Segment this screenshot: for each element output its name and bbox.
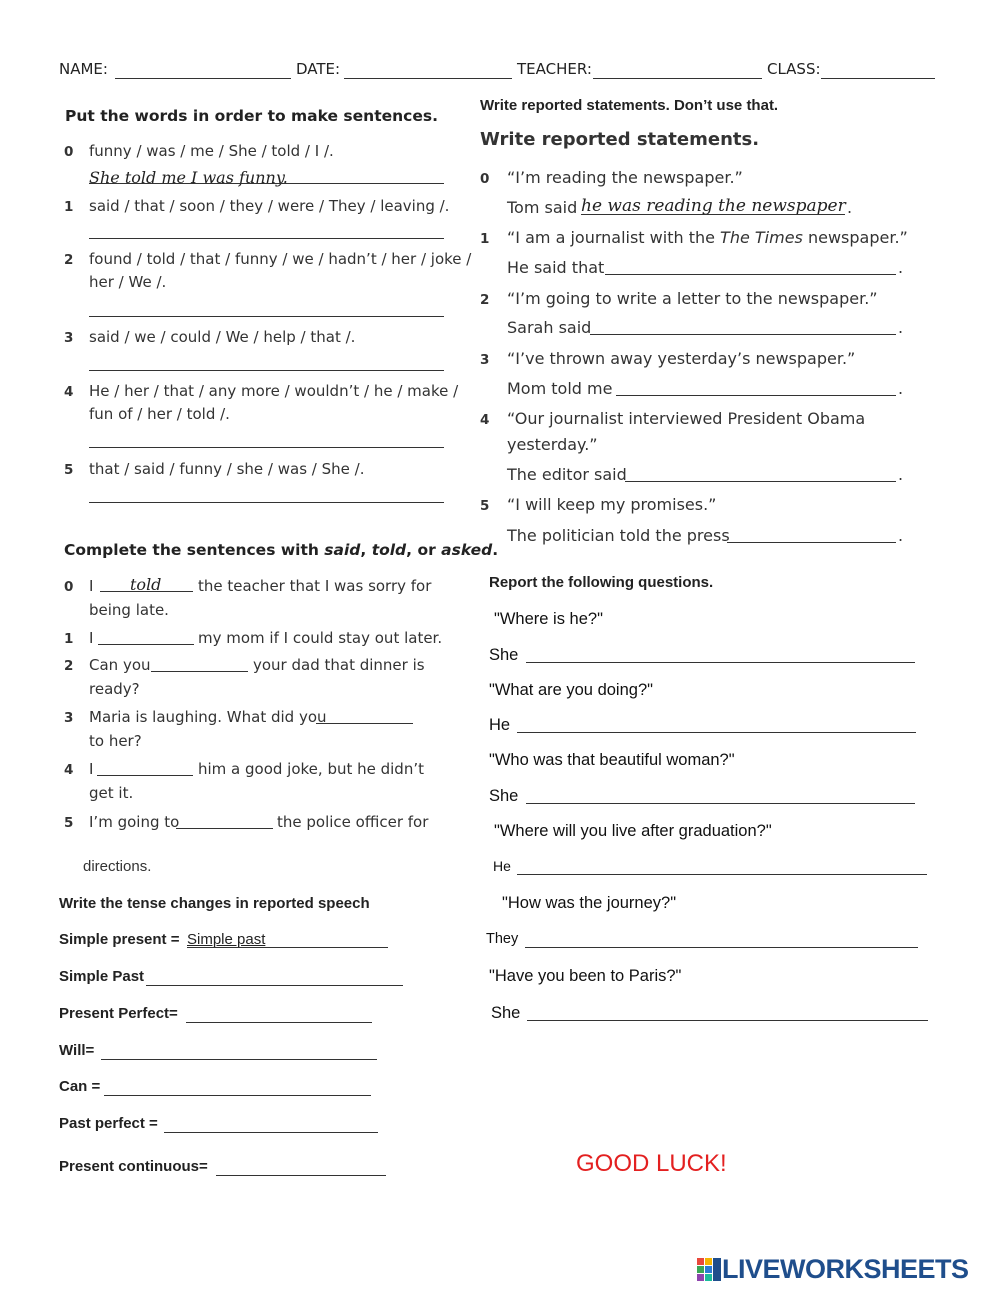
question-lead: He <box>493 858 511 874</box>
complete-answer-input[interactable] <box>98 628 194 645</box>
tense-answer-input[interactable] <box>146 969 403 986</box>
tense-answer-input[interactable] <box>101 1043 377 1060</box>
reported-section-title: Write reported statements. <box>480 129 760 150</box>
complete-item-post: my mom if I could stay out later. <box>198 629 443 647</box>
tense-label: Past perfect = <box>59 1115 158 1132</box>
complete-item-post: the police officer for <box>277 813 429 831</box>
teacher-input[interactable] <box>593 62 762 79</box>
question-lead: She <box>491 1004 521 1022</box>
answer-line <box>187 947 388 948</box>
liveworksheets-logo-text: LIVEWORKSHEETS <box>722 1254 969 1284</box>
order-answer-input[interactable] <box>89 300 444 317</box>
reported-lead: He said that <box>507 258 605 277</box>
answer-line <box>581 214 845 215</box>
reported-instruction: Write reported statements. Don’t use that. <box>480 97 779 114</box>
reported-lead: Tom said <box>507 198 578 217</box>
order-item-number: 1 <box>64 199 74 215</box>
complete-item-pre: Maria is laughing. What did you <box>89 708 327 726</box>
period: . <box>898 258 904 277</box>
order-item-words: He / her / that / any more / wouldn’t / he / make / <box>89 382 459 400</box>
complete-item-number: 0 <box>64 579 74 595</box>
complete-item-post: him a good joke, but he didn’t <box>198 760 424 778</box>
question-lead: He <box>489 716 511 734</box>
order-item-number: 2 <box>64 252 74 268</box>
complete-answer-input[interactable] <box>151 655 248 672</box>
complete-item-pre: I’m going to <box>89 813 180 831</box>
question-quote: "Where is he?" <box>494 610 603 628</box>
tense-label: Present Perfect= <box>59 1005 178 1022</box>
complete-item-post: your dad that dinner is <box>253 656 425 674</box>
complete-item-number: 1 <box>64 631 74 647</box>
tense-section-title: Write the tense changes in reported speech <box>59 895 370 912</box>
reported-lead: Mom told me <box>507 379 613 398</box>
complete-item-cont: ready? <box>89 680 140 698</box>
tense-label: Simple Past <box>59 968 145 985</box>
complete-item-pre: I <box>89 760 94 778</box>
question-answer-input[interactable] <box>526 646 915 663</box>
reported-lead: The editor said <box>507 465 627 484</box>
period: . <box>898 379 904 398</box>
order-item-words-cont: fun of / her / told /. <box>89 405 230 423</box>
complete-answer-input[interactable] <box>97 759 193 776</box>
reported-answer-input[interactable] <box>616 379 896 396</box>
complete-item-number: 4 <box>64 762 74 778</box>
complete-item-pre: I <box>89 577 94 595</box>
question-lead: She <box>489 646 519 664</box>
tense-label: Present continuous= <box>59 1158 208 1175</box>
tense-answer-input[interactable] <box>164 1116 378 1133</box>
reported-quote: “I’m reading the newspaper.” <box>507 168 743 187</box>
order-item-words: that / said / funny / she / was / She /. <box>89 460 365 478</box>
reported-quote: “I’ve thrown away yesterday’s newspaper.” <box>507 349 856 368</box>
question-lead: They <box>486 931 519 947</box>
order-item-words: found / told / that / funny / we / hadn’t / her / joke / <box>89 250 472 268</box>
complete-item-pre: I <box>89 629 94 647</box>
name-input[interactable] <box>115 62 291 79</box>
reported-lead: The politician told the press <box>507 526 730 545</box>
order-item-words: said / that / soon / they / were / They / leaving /. <box>89 197 450 215</box>
question-quote: "Where will you live after graduation?" <box>494 822 772 840</box>
date-label: DATE: <box>296 60 341 78</box>
order-item-words: funny / was / me / She / told / I /. <box>89 142 334 160</box>
order-answer-input[interactable] <box>89 486 444 503</box>
reported-quote-cont: yesterday.” <box>507 435 598 454</box>
order-item-number: 3 <box>64 330 74 346</box>
date-input[interactable] <box>344 62 512 79</box>
complete-item-number: 2 <box>64 658 74 674</box>
period: . <box>898 465 904 484</box>
reported-answer-input[interactable] <box>727 526 896 543</box>
question-lead: She <box>489 787 519 805</box>
complete-answer-input[interactable] <box>176 812 273 829</box>
good-luck-text: GOOD LUCK! <box>576 1150 727 1177</box>
complete-item-cont: directions. <box>83 858 152 875</box>
reported-quote: “I will keep my promises.” <box>507 495 717 514</box>
period: . <box>898 318 904 337</box>
class-input[interactable] <box>821 62 935 79</box>
order-section-title: Put the words in order to make sentences. <box>65 107 438 125</box>
order-answer-input[interactable] <box>89 222 444 239</box>
complete-answer-input[interactable] <box>316 707 413 724</box>
order-item-number: 4 <box>64 384 74 400</box>
complete-item-cont: being late. <box>89 601 169 619</box>
reported-answer-input[interactable] <box>625 465 896 482</box>
reported-lead: Sarah said <box>507 318 592 337</box>
order-answer-input[interactable] <box>89 431 444 448</box>
tense-answer-input[interactable] <box>216 1159 386 1176</box>
order-item-words: said / we / could / We / help / that /. <box>89 328 356 346</box>
teacher-label: TEACHER: <box>517 60 592 78</box>
period: . <box>847 198 853 217</box>
complete-example-answer: told <box>130 575 162 594</box>
question-answer-input[interactable] <box>517 716 916 733</box>
reported-answer-input[interactable] <box>605 258 896 275</box>
question-answer-input[interactable] <box>517 858 927 875</box>
order-item-number: 5 <box>64 462 74 478</box>
reported-item-number: 0 <box>480 171 490 187</box>
reported-item-number: 1 <box>480 231 490 247</box>
tense-answer-input[interactable] <box>104 1079 371 1096</box>
question-quote: "How was the journey?" <box>502 894 677 912</box>
reported-item-number: 5 <box>480 498 490 514</box>
tense-label: Can = <box>59 1078 101 1095</box>
questions-section-title: Report the following questions. <box>489 574 714 591</box>
complete-item-number: 3 <box>64 710 74 726</box>
question-quote: "Have you been to Paris?" <box>489 967 682 985</box>
reported-example-answer: he was reading the newspaper <box>581 196 846 216</box>
complete-item-pre: Can you <box>89 656 151 674</box>
period: . <box>898 526 904 545</box>
question-quote: "What are you doing?" <box>489 681 653 699</box>
tense-label: Simple present = <box>59 931 180 948</box>
tense-label: Will= <box>59 1042 95 1059</box>
order-answer-input[interactable] <box>89 354 444 371</box>
question-quote: "Who was that beautiful woman?" <box>489 751 735 769</box>
complete-item-cont: to her? <box>89 732 142 750</box>
reported-quote: “I am a journalist with the The Times newspaper.” <box>507 228 908 247</box>
name-label: NAME: <box>59 60 108 78</box>
tense-example-answer: Simple past <box>187 931 266 948</box>
reported-item-number: 3 <box>480 352 490 368</box>
order-item-words-cont: her / We /. <box>89 273 167 291</box>
answer-line <box>89 183 444 184</box>
reported-item-number: 2 <box>480 292 490 308</box>
order-example-answer: She told me I was funny. <box>89 168 288 187</box>
tense-answer-input[interactable] <box>186 1006 372 1023</box>
class-label: CLASS: <box>767 60 821 78</box>
question-answer-input[interactable] <box>526 787 915 804</box>
question-answer-input[interactable] <box>527 1004 928 1021</box>
complete-item-cont: get it. <box>89 784 134 802</box>
reported-item-number: 4 <box>480 412 490 428</box>
reported-answer-input[interactable] <box>590 318 896 335</box>
liveworksheets-logo-icon <box>697 1257 723 1283</box>
complete-item-post: the teacher that I was sorry for <box>198 577 432 595</box>
reported-quote: “Our journalist interviewed President Obama <box>507 409 866 428</box>
complete-item-number: 5 <box>64 815 74 831</box>
question-answer-input[interactable] <box>525 931 918 948</box>
complete-section-title: Complete the sentences with said, told, or asked. <box>64 541 499 559</box>
reported-quote: “I’m going to write a letter to the newspaper.” <box>507 289 878 308</box>
order-item-number: 0 <box>64 144 74 160</box>
answer-line <box>100 591 193 592</box>
